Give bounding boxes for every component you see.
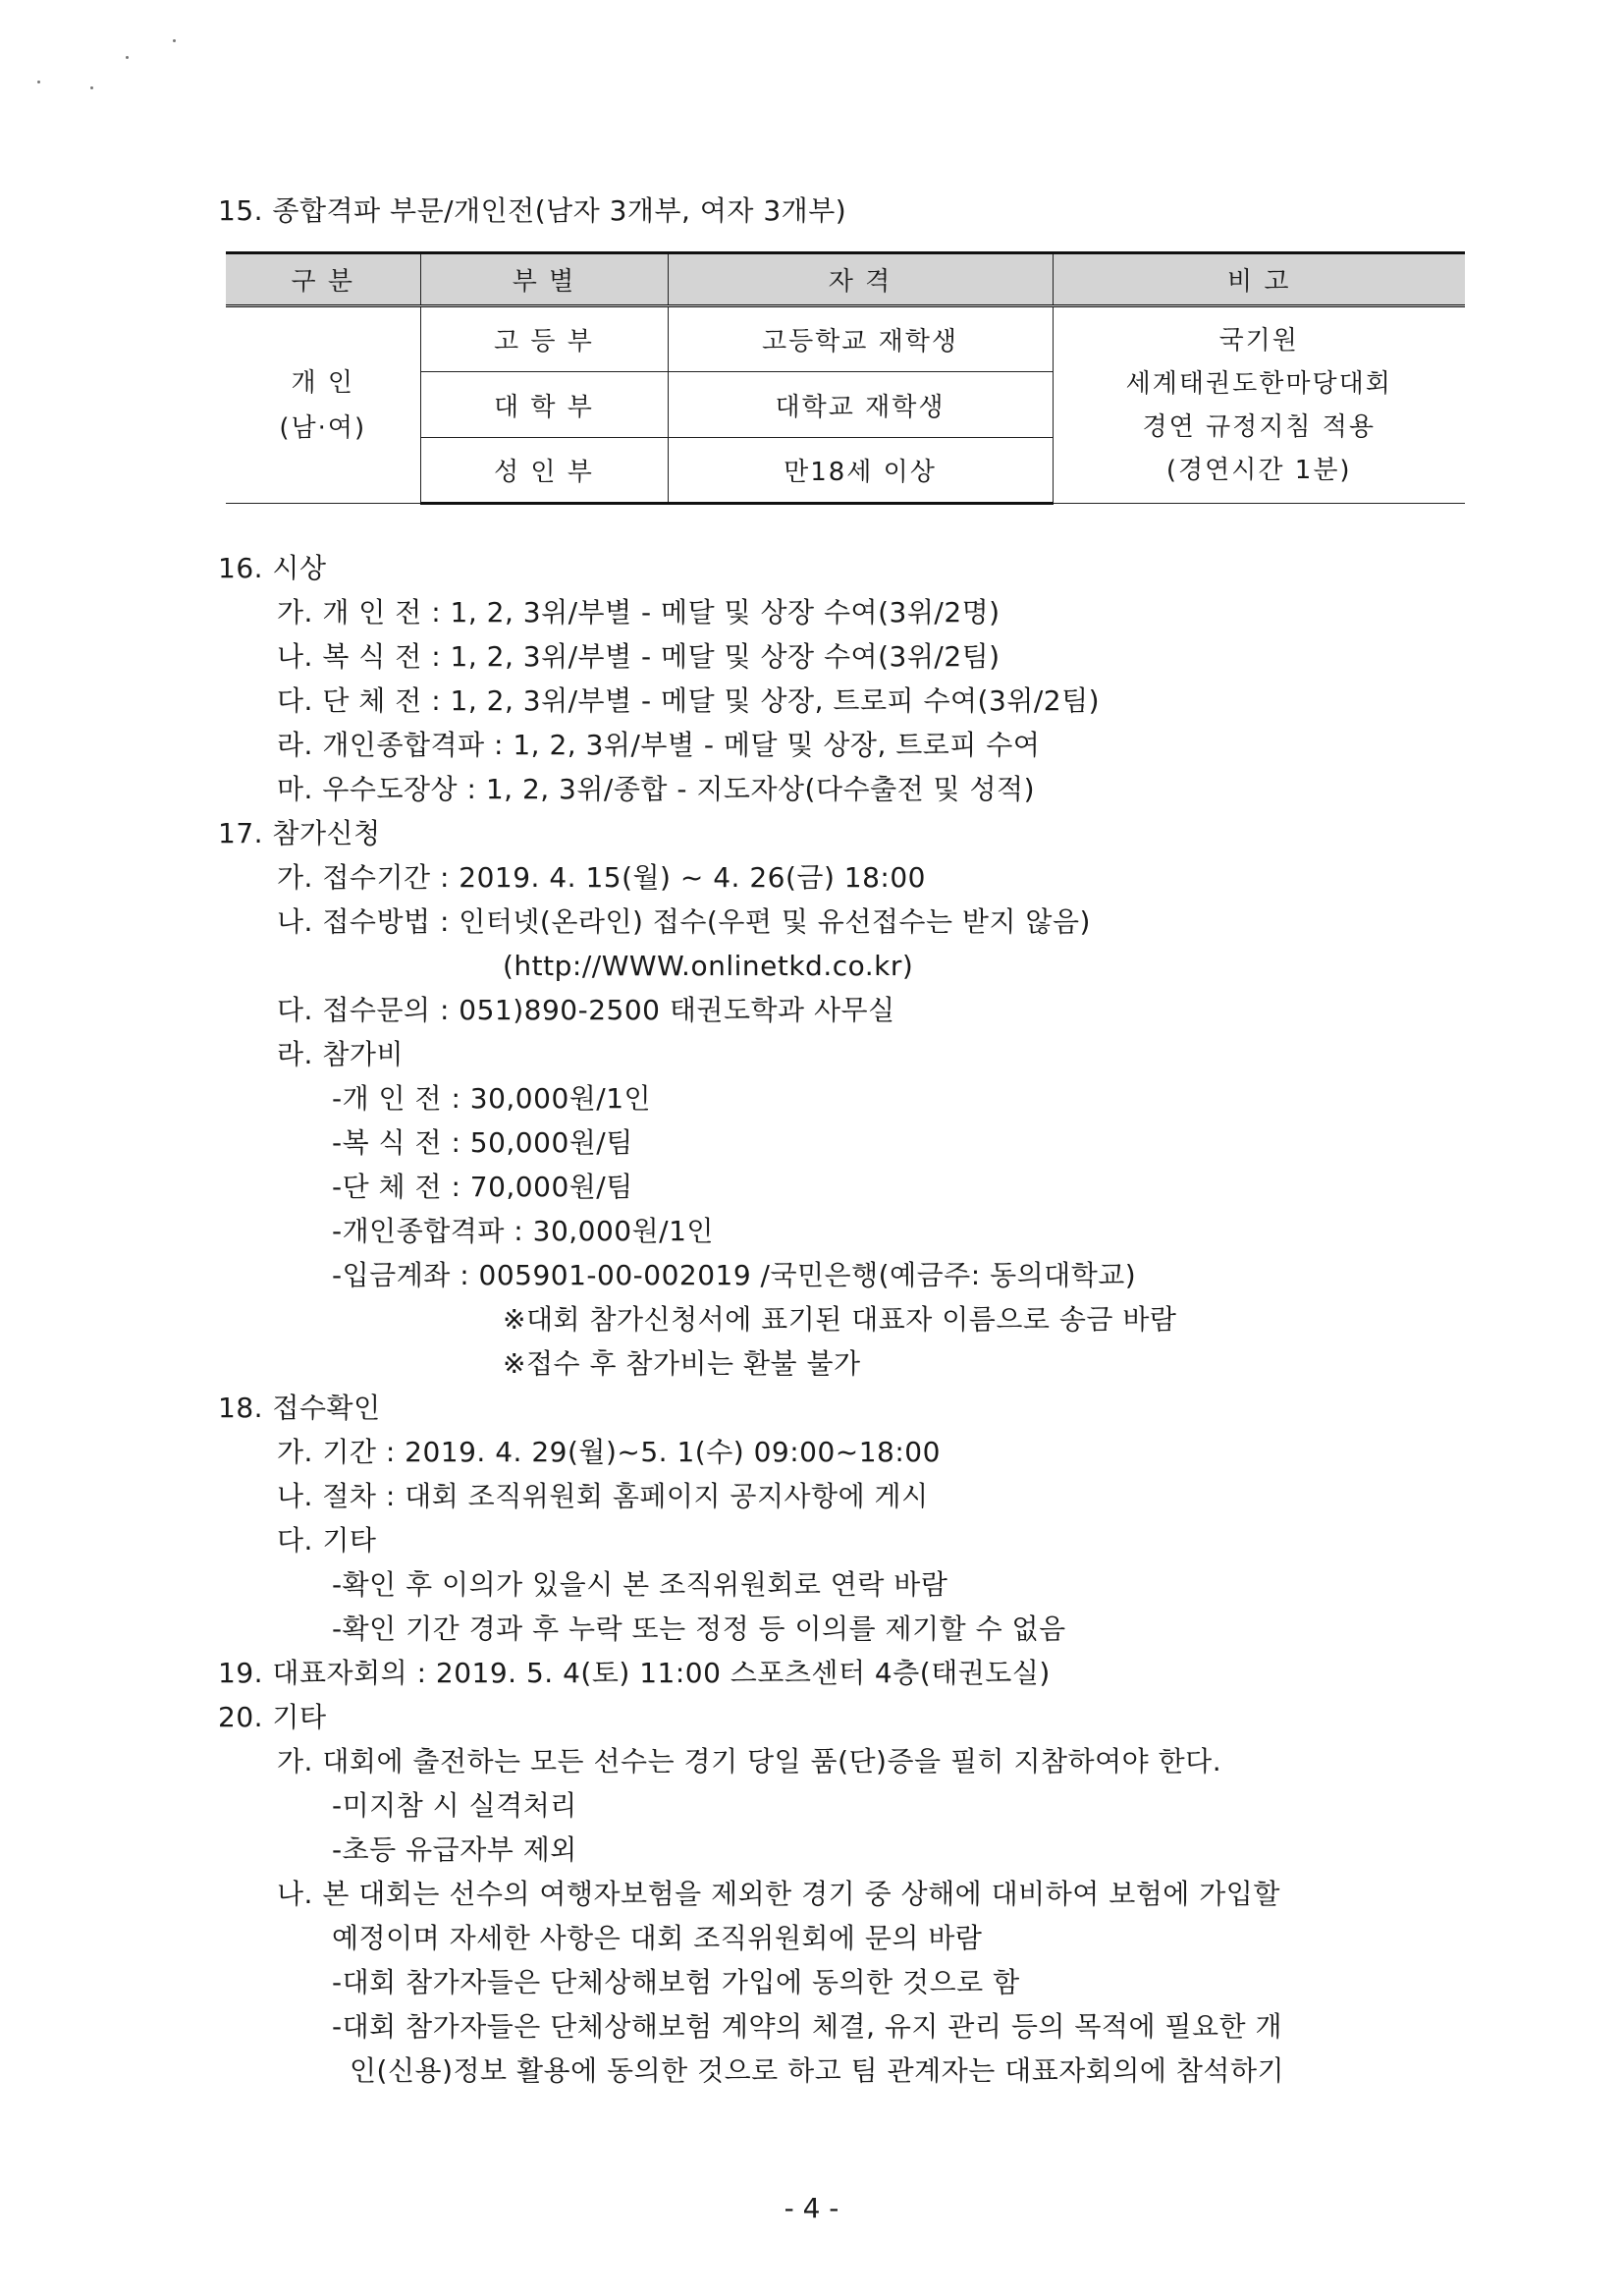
qualification-cell: 고등학교 재학생 (668, 306, 1053, 372)
application-url: (http://WWW.onlinetkd.co.kr) (503, 950, 914, 982)
confirm-etc-item: -확인 후 이의가 있을시 본 조직위원회로 연락 바람 (332, 1568, 948, 1601)
note-line: (경연시간 1분) (1165, 455, 1352, 485)
fee-account: -입금계좌 : 005901-00-002019 /국민은행(예금주: 동의대학교) (332, 1259, 1137, 1291)
fee-note: ※대회 참가신청서에 표기된 대표자 이름으로 송금 바람 (503, 1303, 1177, 1336)
note-line: 경연 규정지침 적용 (1142, 411, 1376, 442)
award-item: 가. 개 인 전 : 1, 2, 3위/부별 - 메달 및 상장 수여(3위/2명) (277, 596, 1001, 629)
header-qualification: 자 격 (668, 253, 1053, 306)
table-header-row (226, 253, 1465, 306)
award-item: 마. 우수도장상 : 1, 2, 3위/종합 - 지도자상(다수출전 및 성적) (277, 773, 1036, 805)
fee-item: -단 체 전 : 70,000원/팀 (332, 1171, 633, 1203)
fee-item: -복 식 전 : 50,000원/팀 (332, 1126, 633, 1159)
section-18-title: 18. 접수확인 (218, 1392, 381, 1424)
section-16-title: 16. 시상 (218, 552, 327, 584)
award-item: 나. 복 식 전 : 1, 2, 3위/부별 - 메달 및 상장 수여(3위/2팀) (277, 640, 1001, 673)
fee-note: ※접수 후 참가비는 환불 불가 (503, 1347, 861, 1380)
page-number: - 4 - (784, 2192, 839, 2224)
note-cell (1053, 306, 1465, 504)
application-method: 나. 접수방법 : 인터넷(온라인) 접수(우편 및 유선접수는 받지 않음) (277, 905, 1091, 938)
award-item: 라. 개인종합격파 : 1, 2, 3위/부별 - 메달 및 상장, 트로피 수여 (277, 729, 1041, 761)
table-row (226, 306, 1465, 372)
division-table (226, 251, 1465, 505)
etc-item-b-sub: -대회 참가자들은 단체상해보험 계약의 체결, 유지 관리 등의 목적에 필요한 개 (332, 2010, 1282, 2043)
header-note: 비 고 (1053, 253, 1465, 306)
section-19-title: 19. 대표자회의 : 2019. 5. 4(토) 11:00 스포츠센터 4층(태권도실) (218, 1657, 1051, 1689)
fee-item: -개 인 전 : 30,000원/1인 (332, 1082, 652, 1115)
fee-title: 라. 참가비 (277, 1038, 404, 1070)
note-line: 국기원 (1218, 325, 1299, 355)
division-cell: 고 등 부 (420, 306, 668, 372)
note-line: 세계태권도한마당대회 (1125, 368, 1392, 399)
etc-item-b-sub: -대회 참가자들은 단체상해보험 가입에 동의한 것으로 함 (332, 1966, 1020, 1998)
application-period: 가. 접수기간 : 2019. 4. 15(월) ~ 4. 26(금) 18:00 (277, 861, 926, 894)
etc-item-a-sub: -초등 유급자부 제외 (332, 1833, 577, 1866)
etc-item-b: 나. 본 대회는 선수의 여행자보험을 제외한 경기 중 상해에 대비하여 보험에 가입할 (277, 1878, 1280, 1910)
application-inquiry: 다. 접수문의 : 051)890-2500 태권도학과 사무실 (277, 994, 895, 1026)
category-cell (226, 306, 420, 504)
confirm-period: 가. 기간 : 2019. 4. 29(월)~5. 1(수) 09:00~18:00 (277, 1436, 941, 1468)
etc-item-a: 가. 대회에 출전하는 모든 선수는 경기 당일 품(단)증을 필히 지참하여야 한다. (277, 1745, 1222, 1777)
division-cell: 대 학 부 (420, 372, 668, 438)
confirm-procedure: 나. 절차 : 대회 조직위원회 홈페이지 공지사항에 게시 (277, 1480, 929, 1512)
qualification-cell: 대학교 재학생 (668, 372, 1053, 438)
division-cell: 성 인 부 (420, 438, 668, 504)
etc-item-a-sub: -미지참 시 실격처리 (332, 1789, 577, 1822)
header-category: 구 분 (226, 253, 420, 306)
section-15-title: 15. 종합격파 부문/개인전(남자 3개부, 여자 3개부) (218, 194, 847, 227)
confirm-etc-title: 다. 기타 (277, 1524, 377, 1557)
header-division: 부 별 (420, 253, 668, 306)
award-item: 다. 단 체 전 : 1, 2, 3위/부별 - 메달 및 상장, 트로피 수여(3위/2팀) (277, 684, 1101, 717)
confirm-etc-item: -확인 기간 경과 후 누락 또는 정정 등 이의를 제기할 수 없음 (332, 1613, 1066, 1645)
etc-item-b-sub-cont: 인(신용)정보 활용에 동의한 것으로 하고 팀 관계자는 대표자회의에 참석하기 (350, 2054, 1285, 2087)
etc-item-b-cont: 예정이며 자세한 사항은 대회 조직위원회에 문의 바람 (332, 1922, 983, 1954)
qualification-cell: 만18세 이상 (668, 438, 1053, 504)
section-17-title: 17. 참가신청 (218, 817, 381, 849)
fee-item: -개인종합격파 : 30,000원/1인 (332, 1215, 714, 1247)
category-line-1: 개 인 (291, 367, 354, 398)
category-line-2: (남·여) (279, 412, 367, 443)
section-20-title: 20. 기타 (218, 1701, 327, 1733)
